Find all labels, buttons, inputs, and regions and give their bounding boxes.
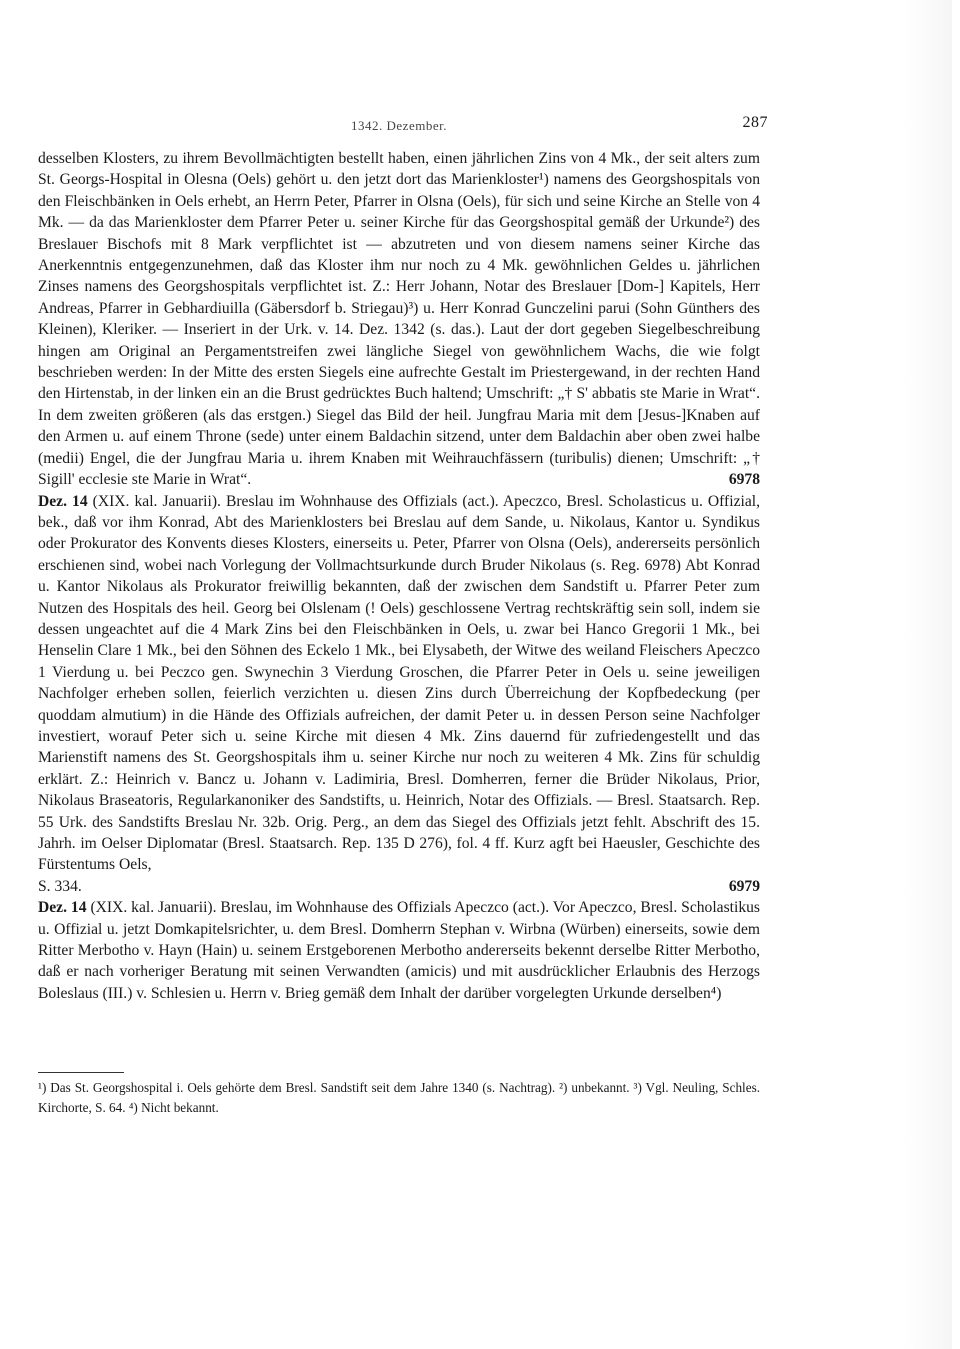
footnote-rule (38, 1072, 124, 1073)
footnotes (38, 1078, 760, 1118)
page-number: 287 (742, 114, 768, 131)
footnote-text: ¹) Das St. Georgshospital i. Oels gehörte dem Bresl. Sandstift seit dem Jahre 1340 (s. Nachtrag). ²) unbekannt. ³) Vgl. Neuling, Schles. Kirchorte, S. 64. ⁴) Nicht bekannt. (38, 1080, 760, 1115)
regest-6980-date: Dez. 14 (38, 899, 87, 917)
regest-6979-tail (38, 876, 760, 897)
regest-6980 (38, 897, 760, 1004)
regest-6980-text: (XIX. kal. Januarii). Breslau, im Wohnhause des Offizials Apeczco (act.). Vor Apeczco, Bresl. Scholastikus u. Offizial u. jetzt Domkapitelsrichter, u. dem Bresl. Domherrn Stephan v. Wirbna (Würben) einerseits, sowie dem Ritter Merbotho v. Hayn (Hain) u. seinem Erstgeborenen Merbotho andererseits bekennt derselbe Ritter Merbotho, daß er nach vorheriger Beratung mit seinen Verwandten (amicis) und mit ausdrücklicher Erlaubnis des Herzogs Boleslaus (III.) v. Schlesien u. Herrn v. Brieg gemäß dem Inhalt der darüber vorgelegten Urkunde derselben⁴) (38, 899, 761, 1002)
regest-6979 (38, 491, 760, 876)
regest-number-6978: 6978 (728, 471, 760, 489)
body-text (38, 148, 760, 1004)
page-header (30, 114, 768, 140)
regest-number-6979: 6979 (728, 877, 760, 895)
regest-6978-text: desselben Klosters, zu ihrem Bevollmächtigten bestellt haben, einen jährlichen Zins von 4 Mk., der seit alters zum St. Georgs-Hospital in Olesna (Oels) gehört u. den jetzt dort das Marienkloster¹) namens des Georgshospitals von den Fleischbänken in Oels erhebt, an Herrn Peter, Pfarrer in Olsna (Oels), für sich und seine Kirche an Stelle von 4 Mk. — da das Marienkloster dem Pfarrer Peter u. seiner Kirche für das Georgshospital gemäß der Urkunde²) des Breslauer Bischofs mit 8 Mark verpflichtet ist — abzutreten und von diesem namens seiner Kirche das Anerkenntnis entgegenzunehmen, daß das Kloster ihm nur noch zu 4 Mk. gewöhnlichen Geldes u. jährlichen Zinses namens des Georgshospitals verpflichtet ist. Z.: Herr Johann, Notar des Breslauer [Dom-] Kapitels, Herr Andreas, Pfarrer in Gebhardiuilla (Gäbersdorf b. Striegau)³) u. Herr Konrad Gunczelini parui (Sohn Günthers des Kleinen), Kleriker. — Inseriert in der Urk. v. 14. Dez. 1342 (s. das.). Laut der dort gegeben Siegelbeschreibung hingen am Original an Pergamentstreifen zwei längliche Siegel von gewöhnlichem Wachs, die wie folgt beschrieben werden: In der Mitte des ersten Siegels eine aufrechte Gestalt im Priestergewand, in der rechten Hand den Hirtenstab, in der linken ein an die Brust gedrücktes Buch haltend; Umschrift: „† S' abbatis ste Marie in Wrat“. In dem zweiten größeren (als das erstgen.) Siegel das Bild der heil. Jungfrau Maria mit dem [Jesus-]Knaben auf den Armen u. auf einem Throne (sede) unter einem Baldachin sitzend, unter dem Baldachin aber oben zwei halbe (medii) Engel, die der Jungfrau Maria u. ihrem Knaben mit Weihrauchfässern (turibulis) dienen; Umschrift: „† Sigill' ecclesie ste Marie in Wrat“. (38, 150, 760, 489)
regest-6979-last-line: S. 334. (38, 877, 82, 895)
regest-6978-continuation (38, 148, 760, 491)
scan-edge-shadow (904, 0, 952, 1349)
regest-6979-date: Dez. 14 (38, 492, 88, 510)
running-head: 1342. Dezember. (351, 118, 447, 133)
regest-6979-text: (XIX. kal. Januarii). Breslau im Wohnhause des Offizials (act.). Apeczco, Bresl. Scholasticus u. Offizial, bek., daß vor ihm Konrad, Abt des Marienklosters bei Breslau auf dem Sande, u. Nikolaus, Kantor u. Syndikus oder Prokurator des Konvents dieses Klosters, einerseits u. Peter, Pfarrer von Olsna (Oels), andererseits persönlich erschienen sind, wobei nach Vorlegung der Vollmachtsurkunde durch Bruder Nikolaus (s. Reg. 6978) Abt Konrad u. Kantor Nikolaus als Prokurator freiwillig bekannten, daß der zwischen dem Sandstift u. Pfarrer Peter zum Nutzen des Hospitals des heil. Georg bei Olslenam (! Oels) geschlossene Vertrag rechtskräftig sein soll, indem sie dessen ungeachtet auf die 4 Mark Zins bei den Fleischbänken in Oels, u. zwar bei Hanco Gregorii 1 Mk., bei Henselin Clare 1 Mk., bei den Söhnen des Eckelo 1 Mk., bei Elysabeth, der Witwe des weiland Fleischers Apeczco 1 Vierdung u. bei Peczco gen. Swynechin 3 Vierdung Groschen, die Pfarrer Peter in Oels u. seine jeweiligen Nachfolger erheben sollen, feierlich verzichten u. diesen Zins durch Überreichung der Kopfbedeckung (per quoddam almutium) in die Hände des Offizials aufreichen, der damit Peter u. in dessen Person seine Nachfolger investiert, worauf Peter sich u. seine Kirche mit diesen 4 Mk. Zins dauernd für zufriedengestellt und das Marienstift namens des St. Georgshospitals ihm u. seiner Kirche nur noch zu weiteren 4 Mk. Zins für schuldig erklärt. Z.: Heinrich v. Bancz u. Johann v. Ladimiria, Bresl. Domherren, ferner die Brüder Nikolaus, Prior, Nikolaus Braseatoris, Regularkanoniker des Sandstifts, u. Heinrich, Notar des Offizials. — Bresl. Staatsarch. Rep. 55 Urk. des Sandstifts Breslau Nr. 32b. Orig. Perg., an dem das Siegel des Offizials jetzt fehlt. Abschrift des 15. Jahrh. im Oelser Diplomatar (Bresl. Staatsarch. Rep. 135 D 276), fol. 4 ff. Kurz agft bei Haeusler, Geschichte des Fürstentums Oels, (38, 492, 760, 874)
